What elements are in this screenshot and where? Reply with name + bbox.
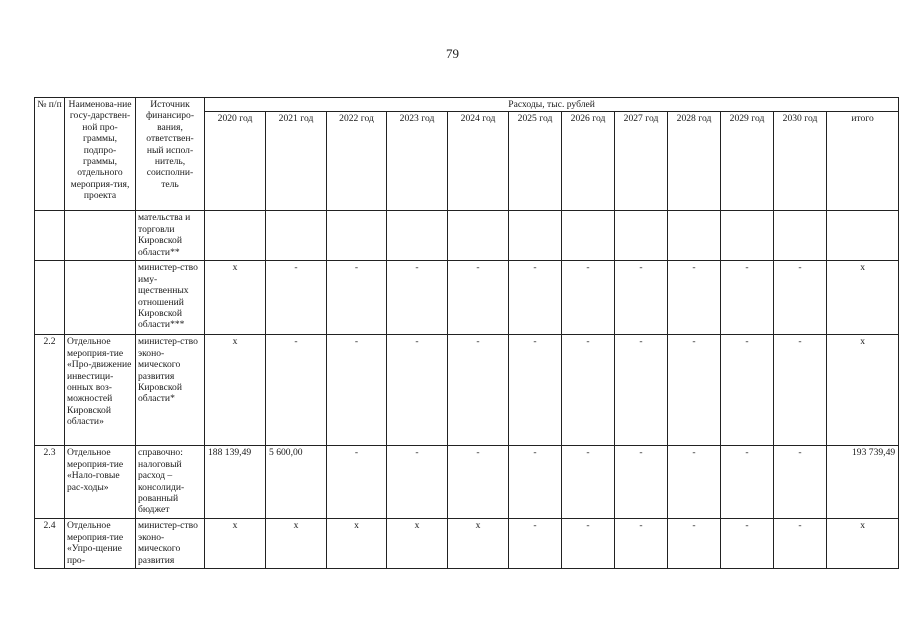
row-value: - [615,446,668,519]
header-year: 2020 год [205,112,266,211]
row-source: справочно: налоговый расход – консолиди-рованный бюджет [136,446,205,519]
row-value: - [448,335,509,446]
row-value: - [774,446,827,519]
expenses-table [34,97,899,569]
row-value: - [387,446,448,519]
table-row [35,211,899,261]
row-value [387,211,448,261]
row-total: x [827,335,899,446]
row-value: - [509,446,562,519]
row-name: Отдельное мероприя-тие «Про-движение инвестици-онных воз-можностей Кировской области» [65,335,136,446]
row-total: 193 739,49 [827,446,899,519]
row-value: - [615,335,668,446]
row-value: - [774,335,827,446]
header-year: 2028 год [668,112,721,211]
row-value: - [509,335,562,446]
row-num [35,261,65,335]
header-year: 2026 год [562,112,615,211]
row-value [615,211,668,261]
row-value: - [562,519,615,569]
row-value [205,211,266,261]
row-value: - [327,446,387,519]
row-value: 5 600,00 [266,446,327,519]
header-year: 2027 год [615,112,668,211]
row-total: x [827,519,899,569]
row-num: 2.3 [35,446,65,519]
row-value: - [562,446,615,519]
row-value: - [387,261,448,335]
table-row [35,261,899,335]
row-value: 188 139,49 [205,446,266,519]
row-value: x [327,519,387,569]
row-source: министер-ство эконо-мического развития [136,519,205,569]
row-value: x [205,335,266,446]
row-source: министер-ство иму-щественных отношений Кировской области*** [136,261,205,335]
row-value: - [562,335,615,446]
header-row-top [35,98,899,112]
row-name [65,261,136,335]
row-value [327,211,387,261]
row-num: 2.2 [35,335,65,446]
row-value: x [448,519,509,569]
row-value: - [327,335,387,446]
row-value: - [266,261,327,335]
row-value: - [721,261,774,335]
header-name: Наименова-ние госу-дарствен-ной про-граммы, подпро-граммы, отдельного мероприя-тия, проекта [65,98,136,211]
row-value [774,211,827,261]
row-value: - [721,446,774,519]
row-value: - [774,261,827,335]
row-value: - [668,446,721,519]
header-year: 2024 год [448,112,509,211]
header-num: № п/п [35,98,65,211]
page-number: 79 [446,46,459,61]
row-value [509,211,562,261]
row-value: - [721,335,774,446]
row-value: - [448,261,509,335]
table-row [35,335,899,446]
row-value: - [562,261,615,335]
header-year: 2022 год [327,112,387,211]
row-num [35,211,65,261]
row-value [266,211,327,261]
row-source: министер-ство эконо-мического развития Кировской области* [136,335,205,446]
row-value: - [387,335,448,446]
header-year: 2029 год [721,112,774,211]
row-value: x [266,519,327,569]
row-name: Отдельное мероприя-тие «Нало-говые рас-ходы» [65,446,136,519]
row-value: - [668,519,721,569]
row-value: x [387,519,448,569]
header-year: 2023 год [387,112,448,211]
row-name: Отдельное мероприя-тие «Упро-щение про- [65,519,136,569]
row-value: - [327,261,387,335]
table-row [35,519,899,569]
row-value [668,211,721,261]
row-value: - [668,335,721,446]
row-source: мательства и торговли Кировской области** [136,211,205,261]
header-year: 2025 год [509,112,562,211]
row-num: 2.4 [35,519,65,569]
row-value: - [721,519,774,569]
row-total [827,211,899,261]
table-row [35,446,899,519]
row-value: - [509,261,562,335]
header-source: Источник финансиро-вания, ответствен-ный испол-нитель, соисполни-тель [136,98,205,211]
row-total: x [827,261,899,335]
row-value: - [668,261,721,335]
row-name [65,211,136,261]
header-total: итого [827,112,899,211]
row-value [562,211,615,261]
row-value [448,211,509,261]
header-expenses: Расходы, тыс. рублей [205,98,899,112]
row-value: - [615,261,668,335]
header-year: 2021 год [266,112,327,211]
header-year: 2030 год [774,112,827,211]
row-value: - [509,519,562,569]
row-value: - [448,446,509,519]
row-value: x [205,261,266,335]
row-value: - [615,519,668,569]
row-value: - [266,335,327,446]
row-value: x [205,519,266,569]
row-value [721,211,774,261]
row-value: - [774,519,827,569]
